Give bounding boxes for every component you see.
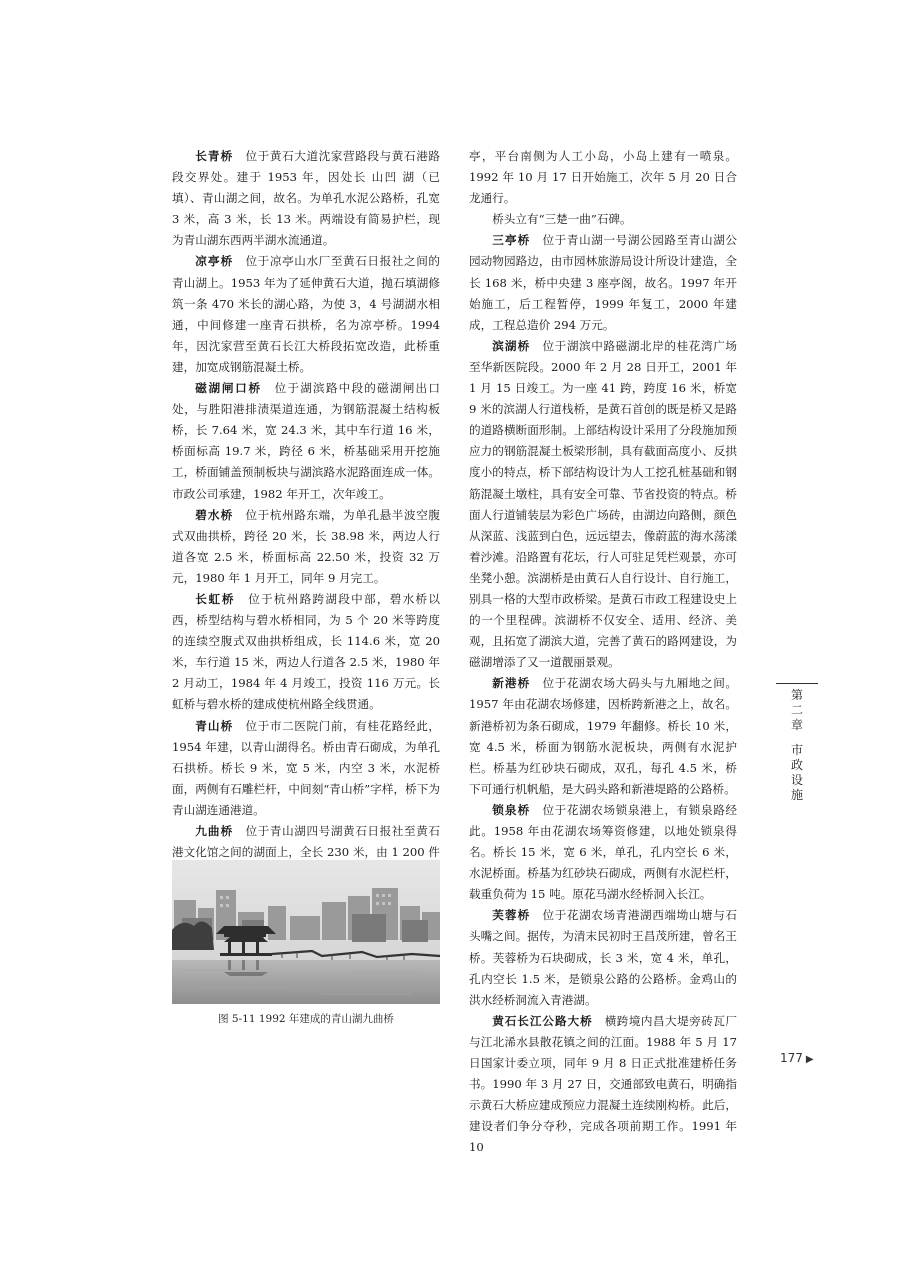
chapter-char: 二	[790, 703, 803, 717]
photo-illustration	[172, 860, 440, 1004]
paragraph-text: 位于湖滨中路磁湖北岸的桂花湾广场至华新医院段。2000 年 2 月 28 日开工，2001 年 1 月 15 日竣工。为一座 41 跨，跨度 16 米，桥宽 9 米的滨湖人行道栈桥，是黄石首创的既是桥又是路的道路横断面形制。上部结构设计采用了分段施加预应力的钢筋混凝土板梁形制，具有截面高度小、反拱度小的特点，桥下部结构设计为人工挖孔桩基础和钢筋混凝土墩柱，具有安全可靠、节省投资的特点。桥面人行道铺装层为彩色广场砖，由湖边向路侧，颜色从深蓝、浅蓝到白色，远远望去，像蔚蓝的海水荡漾着沙滩。沿路置有花坛，行人可驻足凭栏观景，亦可坐凳小憩。滨湖桥是由黄石人自行设计、自行施工，别具一格的大型市政桥梁。是黄石市政工程建设史上的一个里程碑。滨湖桥不仅安全、适用、经济、美观，且拓宽了湖滨大道，完善了黄石的路网建设，为磁湖增添了又一道靓丽景观。	[469, 338, 737, 670]
paragraph-term: 碧水桥	[195, 507, 234, 522]
page-number	[780, 1051, 814, 1065]
paragraph-text: 位于杭州路跨湖段中部，碧水桥以西，桥型结构与碧水桥相同，为 5 个 20 米等跨度的连续空腹式双曲拱桥组成，长 114.6 米，宽 20 米，车行道 15 米，两边人行道各 2.5 米，1980 年 2 月动工，1984 年 4 月竣工，投资 116 万元。长虹桥与碧水桥的建成使杭州路全线贯通。	[172, 591, 440, 712]
paragraph-furong-bridge	[469, 905, 737, 1010]
paragraph-jiuqu-continued	[469, 146, 737, 209]
paragraph-stone-tablet	[469, 209, 737, 230]
paragraph-changhong-bridge	[172, 589, 440, 716]
paragraph-text: 位于花湖农场大码头与九厢地之间。1957 年由花湖农场修建，因桥跨新港之上，故名。新港桥初为条石砌成，1979 年翻修。桥长 10 米，宽 4.5 米，桥面为钢筋水泥板块，两侧有水泥护栏。桥基为红砂块石砌成，双孔，每孔 4.5 米，桥下可通行机帆船，是大码头路和新港堤路的公路桥。	[469, 676, 737, 796]
page-arrow-icon: ▶	[805, 1054, 814, 1065]
section-char: 设	[790, 773, 803, 787]
paragraph-text: 位于黄石大道沈家营路段与黄石港路段交界处。建于 1953 年，因处长 山凹 湖（已填）、青山湖之间，故名。为单孔水泥公路桥，孔宽 3 米，高 3 米，长 13 米。两端设有简易护栏，现为青山湖东西两半湖水流通道。	[172, 149, 440, 248]
paragraph-term: 新港桥	[492, 676, 531, 691]
paragraph-changqing-bridge	[172, 146, 440, 251]
paragraph-term: 长青桥	[195, 149, 234, 163]
paragraph-text: 位于花湖农场青港湖西端坳山塘与石头嘴之间。据传，为清末民初时王昌茂所建，曾名王桥。芙蓉桥为石块砌成，长 3 米，宽 4 米，单孔，孔内空长 1.5 米，是锁泉公路的公路桥。金鸡山的洪水经桥洞流入青港湖。	[469, 908, 737, 1007]
paragraph-term: 九曲桥	[195, 824, 234, 838]
paragraph-yangtze-bridge	[469, 1011, 737, 1159]
jiuqu-bridge-photo	[172, 860, 440, 1004]
page-number-text: 177	[780, 1051, 803, 1065]
paragraph-text: 位于花湖农场锁泉港上，有锁泉路经此。1958 年由花湖农场筹资修建，以地处锁泉得名。桥长 15 米，宽 6 米，单孔，孔内空长 6 米，水泥桥面。桥基为红砂块石砌成，两侧有水泥栏杆，载重负荷为 15 吨。原花马湖水经桥洞入长江。	[469, 802, 737, 902]
paragraph-text: 位于青山湖四号湖黄石日报社至黄石港文化馆之间的湖面上，全长 230 米，由 1 200 件	[172, 824, 440, 860]
paragraph-term: 三亭桥	[492, 233, 531, 248]
chapter-spacer	[785, 733, 809, 743]
paragraph-xingang-bridge	[469, 673, 737, 800]
paragraph-bishui-bridge	[172, 505, 440, 589]
paragraph-text: 位于凉亭山水厂至黄石日报社之间的青山湖上。1953 年为了延伸黄石大道，抛石填湖修筑一条 470 米长的湖心路，为使 3，4 号湖湖水相通，中间修建一座青石拱桥，名为凉亭桥。1994 年，因沈家营至黄石长江大桥段拓宽改造，此桥重建，加宽成钢筋混凝土桥。	[172, 254, 440, 374]
paragraph-term: 锁泉桥	[492, 802, 531, 817]
section-char: 施	[790, 788, 803, 802]
left-text-column	[172, 146, 440, 948]
paragraph-text: 位于市二医院门前，有桂花路经此，1954 年建，以青山湖得名。桥由青石砌成，为单孔石拱桥。桥长 9 米，宽 5 米，内空 3 米，水泥桥面，两侧有石雕栏杆，中间刻“青山桥”字样，桥下为青山湖连通港道。	[172, 718, 440, 817]
paragraph-term: 凉亭桥	[195, 254, 234, 269]
paragraph-text: 桥头立有“三楚一曲”石碑。	[492, 212, 632, 227]
paragraph-text: 亭，平台南侧为人工小岛，小岛上建有一喷泉。1992 年 10 月 17 日开始施工，次年 5 月 20 日合龙通行。	[469, 149, 737, 206]
paragraph-term: 长虹桥	[195, 591, 236, 606]
paragraph-binhu-bridge	[469, 336, 737, 674]
paragraph-term: 芙蓉桥	[492, 908, 531, 923]
section-char: 政	[790, 758, 803, 772]
paragraph-text: 位于湖滨路中段的磁湖闸出口处，与胜阳港排渍渠道连通，为钢筋混凝土结构板桥，长 7.64 米，宽 24.3 米，其中车行道 16 米，桥面标高 19.7 米，跨径 6 米，桥基础采用开挖施工，桥面铺盖预制板块与湖滨路水泥路面连成一体。市政公司承建，1982 年开工，次年竣工。	[172, 381, 440, 501]
paragraph-term: 黄石长江公路大桥	[492, 1013, 593, 1028]
paragraph-suoquan-bridge	[469, 800, 737, 905]
chapter-char: 第	[790, 688, 803, 702]
paragraph-text: 位于青山湖一号湖公园路至青山湖公园动物园路边，由市园林旅游局设计所设计建造，全长 168 米，桥中央建 3 座亭阁，故名。1997 年开始施工，后工程暂停，1999 年复工，2000 年建成，工程总造价 294 万元。	[469, 233, 737, 332]
paragraph-liangting-bridge	[172, 251, 440, 378]
paragraph-santing-bridge	[469, 230, 737, 335]
chapter-char: 章	[790, 718, 803, 732]
paragraph-text: 位于杭州路东端，为单孔悬半波空腹式双曲拱桥，跨径 20 米，长 38.98 米，两边人行道各宽 2.5 米，桥面标高 22.50 米，投资 32 万元，1980 年 1 月开工，同年 9 月完工。	[172, 507, 440, 585]
paragraph-term: 青山桥	[195, 718, 234, 733]
paragraph-term: 磁湖闸口桥	[195, 381, 262, 396]
chapter-tab	[785, 688, 809, 803]
figure-caption: 图 5-11 1992 年建成的青山湖九曲桥	[218, 1013, 394, 1025]
paragraph-term: 滨湖桥	[492, 338, 531, 353]
paragraph-cihu-zhakou-bridge	[172, 378, 440, 505]
paragraph-qingshan-bridge	[172, 716, 440, 821]
section-char: 市	[790, 743, 803, 757]
right-text-column	[469, 146, 737, 1159]
chapter-divider	[776, 683, 818, 684]
paragraph-text: 横跨境内昌大堤旁砖瓦厂与江北浠水县散花镇之间的江面。1988 年 5 月 17 日国家计委立项，同年 9 月 8 日正式批准建桥任务书。1990 年 3 月 27 日，交通部致电黄石，明确指示黄石大桥应建成预应力混凝土连续刚构桥。此后，建设者们争分夺秒，完成各项前期工作。1991 年 10	[469, 1013, 737, 1155]
